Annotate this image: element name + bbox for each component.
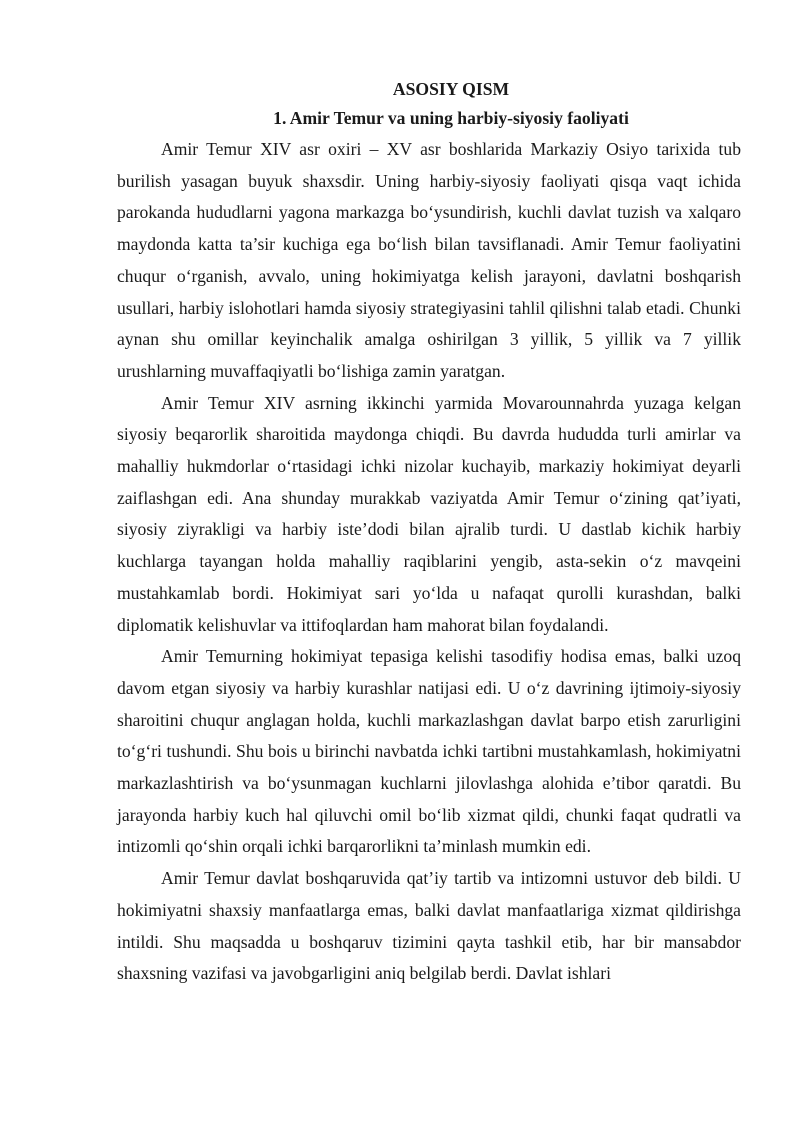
section-heading: 1. Amir Temur va uning harbiy-siyosiy faoliyati [273,108,629,128]
document-page [117,78,741,990]
main-heading: ASOSIY QISM [392,79,510,99]
paragraph-2: Amir Temur XIV asrning ikkinchi yarmida Movarounnahrda yuzaga kelgan siyosiy beqarorlik sharoitida maydonga chiqdi. Bu davrda hududda turli amirlar va mahalliy hukmdorlar o‘rtasidagi ichki nizolar kuchayib, markaziy hokimiyat deyarli zaiflashgan edi. Ana shunday murakkab vaziyatda Amir Temur o‘zining qat’iyati, siyosiy ziyrakligi va harbiy iste’dodi bilan ajralib turdi. U dastlab kichik harbiy kuchlarga tayangan holda mahalliy raqiblarini yengib, asta-sekin o‘z mavqeini mustahkamlab bordi. Hokimiyat sari yo‘lda u nafaqat qurolli kurashdan, balki diplomatik kelishuvlar va ittifoqlardan ham mahorat bilan foydalandi. [117,392,741,635]
paragraph-3: Amir Temurning hokimiyat tepasiga kelishi tasodifiy hodisa emas, balki uzoq davom etgan siyosiy va harbiy kurashlar natijasi edi. U o‘z davrining ijtimoiy-siyosiy sharoitini chuqur anglagan holda, kuchli markazlashgan davlat barpo etish zarurligini to‘g‘ri tushundi. Shu bois u birinchi navbatda ichki tartibni mustahkamlash, hokimiyatni markazlashtirish va bo‘ysunmagan kuchlarni jilovlashga alohida e’tibor qaratdi. Bu jarayonda harbiy kuch hal qiluvchi omil bo‘lib xizmat qildi, chunki faqat qudratli va intizomli qo‘shin orqali ichki barqarorlikni ta’minlash mumkin edi. [117,646,741,857]
paragraph-4: Amir Temur davlat boshqaruvida qat’iy tartib va intizomni ustuvor deb bildi. U hokimiyatni shaxsiy manfaatlarga emas, balki davlat manfaatlariga xizmat qildirishga intildi. Shu maqsadda u boshqaruv tizimini qayta tashkil etib, har bir mansabdor shaxsning vazifasi va javobgarligini aniq belgilab berdi. Davlat ishlari [117,868,741,984]
paragraph-1: Amir Temur XIV asr oxiri – XV asr boshlarida Markaziy Osiyo tarixida tub burilish yasagan buyuk shaxsdir. Uning harbiy-siyosiy faoliyati qisqa vaqt ichida parokanda hududlarni yagona markazga bo‘ysundirish, kuchli davlat tuzish va xalqaro maydonda katta ta’sir kuchiga ega bo‘lish bilan tavsiflanadi. Amir Temur faoliyatini chuqur o‘rganish, avvalo, uning hokimiyatga kelish jarayoni, davlatni boshqarish usullari, harbiy islohotlari hamda siyosiy strategiyasini tahlil qilishni talab etadi. Chunki aynan shu omillar keyinchalik amalga oshirilgan 3 yillik, 5 yillik va 7 yillik urushlarning muvaffaqiyatli bo‘lishiga zamin yaratgan. [117,139,741,381]
